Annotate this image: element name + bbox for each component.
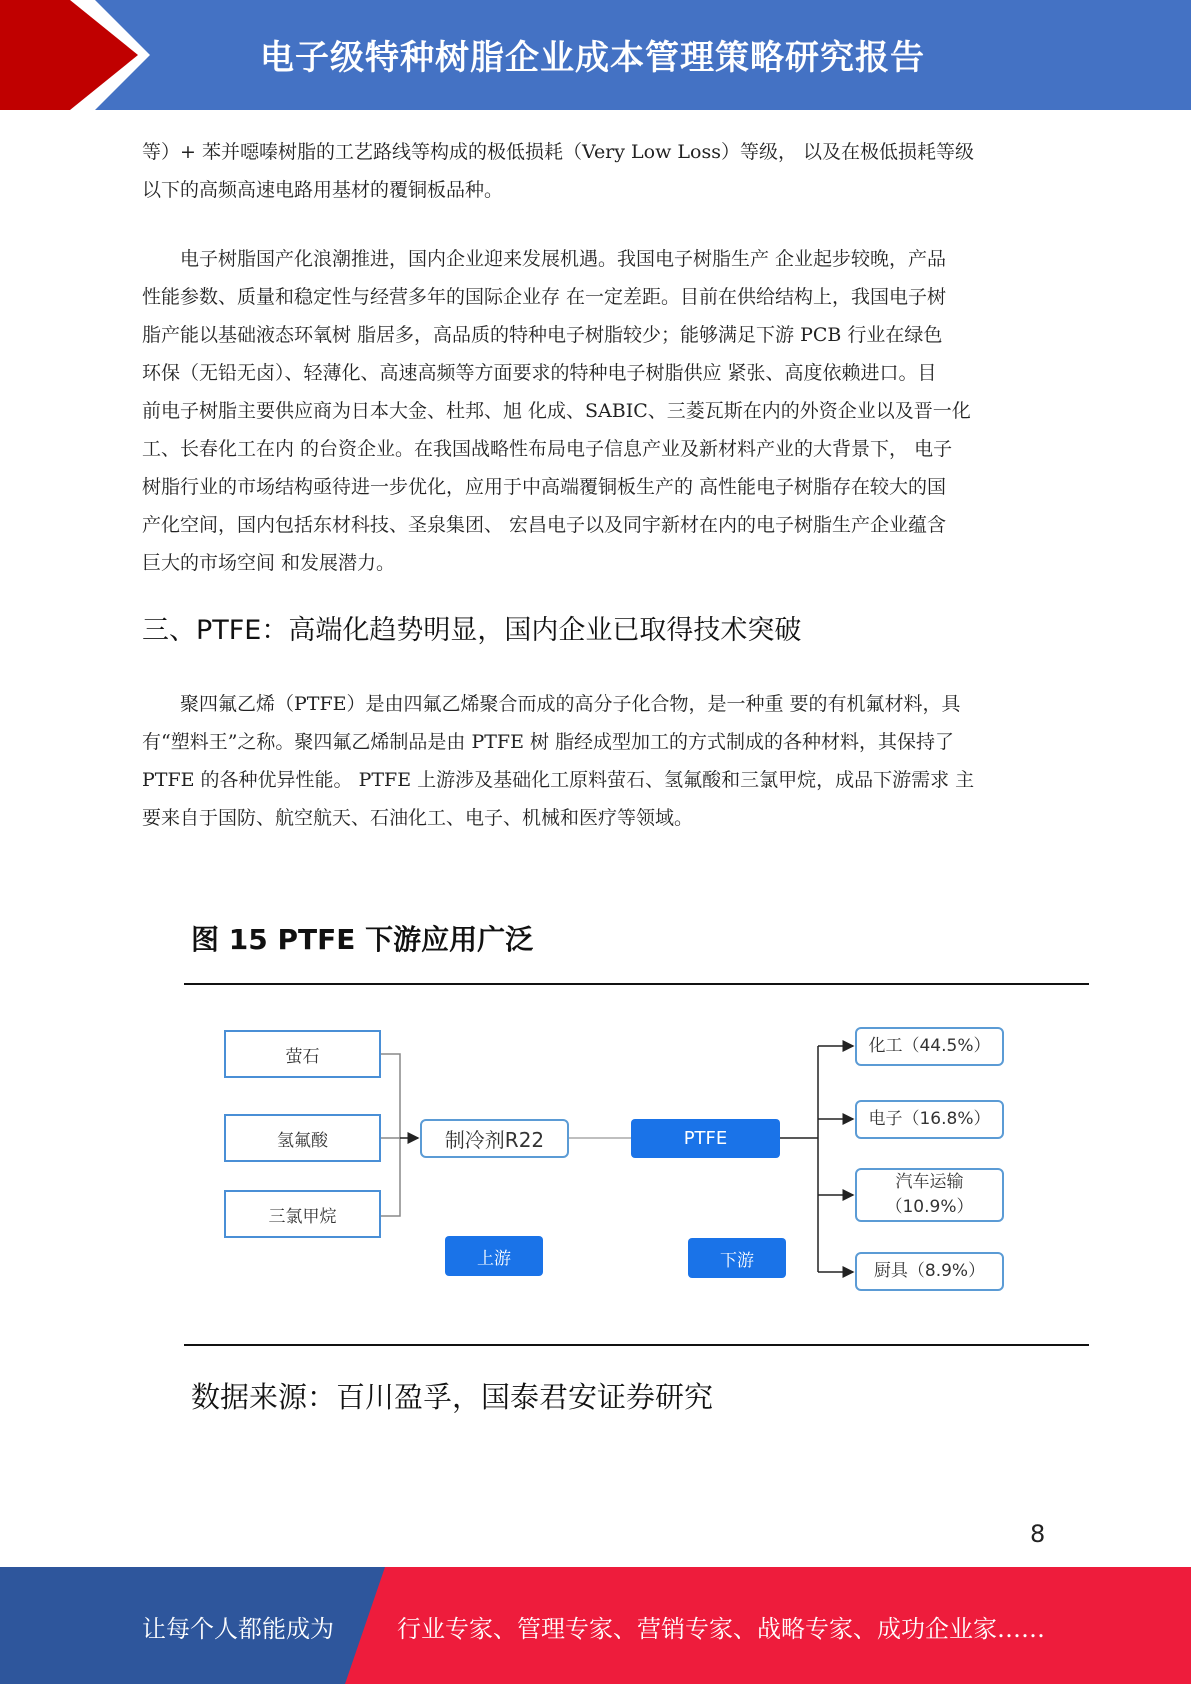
report-title: 电子级特种树脂企业成本管理策略研究报告 <box>260 38 925 78</box>
product-ptfe: PTFE <box>631 1119 780 1158</box>
application-share: （8.9%） <box>907 1261 986 1281</box>
text-line: 等）+ 苯并噁嗪树脂的工艺路线等构成的极低损耗（Very Low Loss）等级， 以及在极低损耗等级 <box>142 141 974 163</box>
raw-material-hydrofluoric-acid: 氢氟酸 <box>224 1114 381 1162</box>
upstream-connectors <box>381 1054 400 1216</box>
intermediate-r22: 制冷剂R22 <box>420 1119 569 1158</box>
text-line: 产化空间，国内包括东材科技、圣泉集团、 宏昌电子以及同宇新材在内的电子树脂生产企业蕴含 <box>142 514 947 536</box>
page-footer <box>0 1567 1191 1684</box>
figure-top-rule <box>184 983 1089 985</box>
figure-source: 数据来源：百川盈孚，国泰君安证券研究 <box>191 1380 714 1414</box>
section-heading: 三、PTFE：高端化趋势明显，国内企业已取得技术突破 <box>142 615 802 646</box>
text-line: 环保（无铅无卤）、轻薄化、高速高频等方面要求的特种电子树脂供应 紧张、高度依赖进口。目 <box>142 362 937 384</box>
page-header <box>0 0 1191 110</box>
ptfe-supply-chain-diagram <box>184 1000 1089 1330</box>
figure-bottom-rule <box>184 1344 1089 1346</box>
text-line: 前电子树脂主要供应商为日本大金、杜邦、旭 化成、SABIC、三菱瓦斯在内的外资企业以及晋一化 <box>142 400 971 422</box>
application-share: （44.5%） <box>902 1036 991 1056</box>
text-line: 树脂行业的市场结构亟待进一步优化，应用于中高端覆铜板生产的 高性能电子树脂存在较大的国 <box>142 476 947 498</box>
text-line: 巨大的市场空间 和发展潜力。 <box>142 552 396 574</box>
application-kitchenware <box>855 1252 1004 1291</box>
page-number: 8 <box>1030 1520 1046 1548</box>
application-name: 化工 <box>868 1036 903 1056</box>
text-line: 要来自于国防、航空航天、石油化工、电子、机械和医疗等领域。 <box>142 807 694 829</box>
footer-slogan-left: 让每个人都能成为 <box>142 1615 334 1643</box>
text-line: 电子树脂国产化浪潮推进，国内企业迎来发展机遇。我国电子树脂生产 企业起步较晚，产品 <box>142 248 947 270</box>
text-line: 脂产能以基础液态环氧树 脂居多，高品质的特种电子树脂较少；能够满足下游 PCB 行业在绿色 <box>142 324 943 346</box>
application-share: （16.8%） <box>902 1109 991 1129</box>
application-name: 电子 <box>868 1109 903 1129</box>
text-line: 以下的高频高速电路用基材的覆铜板品种。 <box>142 179 504 201</box>
header-chevron-icon <box>0 0 138 110</box>
application-name: 汽车运输 <box>895 1172 964 1192</box>
downstream-label: 下游 <box>688 1238 786 1278</box>
figure-title: 图 15 PTFE 下游应用广泛 <box>191 923 534 956</box>
downstream-connectors <box>780 1046 853 1272</box>
raw-material-chloroform: 三氯甲烷 <box>224 1190 381 1238</box>
paragraph-2 <box>142 240 1047 582</box>
text-line: 性能参数、质量和稳定性与经营多年的国际企业存 在一定差距。目前在供给结构上，我国电子树 <box>142 286 947 308</box>
text-line: 有“塑料王”之称。聚四氟乙烯制品是由 PTFE 树 脂经成型加工的方式制成的各种材料，其保持了 <box>142 731 955 753</box>
upstream-label: 上游 <box>445 1236 543 1276</box>
text-line: 工、长春化工在内 的台资企业。在我国战略性布局电子信息产业及新材料产业的大背景下， 电子 <box>142 438 953 460</box>
application-chemical <box>855 1027 1004 1066</box>
text-line: 聚四氟乙烯（PTFE）是由四氟乙烯聚合而成的高分子化合物，是一种重 要的有机氟材料，具 <box>142 693 961 715</box>
paragraph-1 <box>142 133 1047 209</box>
application-name: 厨具 <box>873 1261 908 1281</box>
application-share: （10.9%） <box>885 1197 974 1217</box>
footer-slogan-right: 行业专家、管理专家、营销专家、战略专家、成功企业家…… <box>397 1615 1045 1643</box>
application-automotive <box>855 1168 1004 1222</box>
text-line: PTFE 的各种优异性能。 PTFE 上游涉及基础化工原料萤石、氢氟酸和三氯甲烷，成品下游需求 主 <box>142 769 975 791</box>
application-electronics <box>855 1100 1004 1139</box>
raw-material-fluorite: 萤石 <box>224 1030 381 1078</box>
paragraph-3 <box>142 685 1047 837</box>
